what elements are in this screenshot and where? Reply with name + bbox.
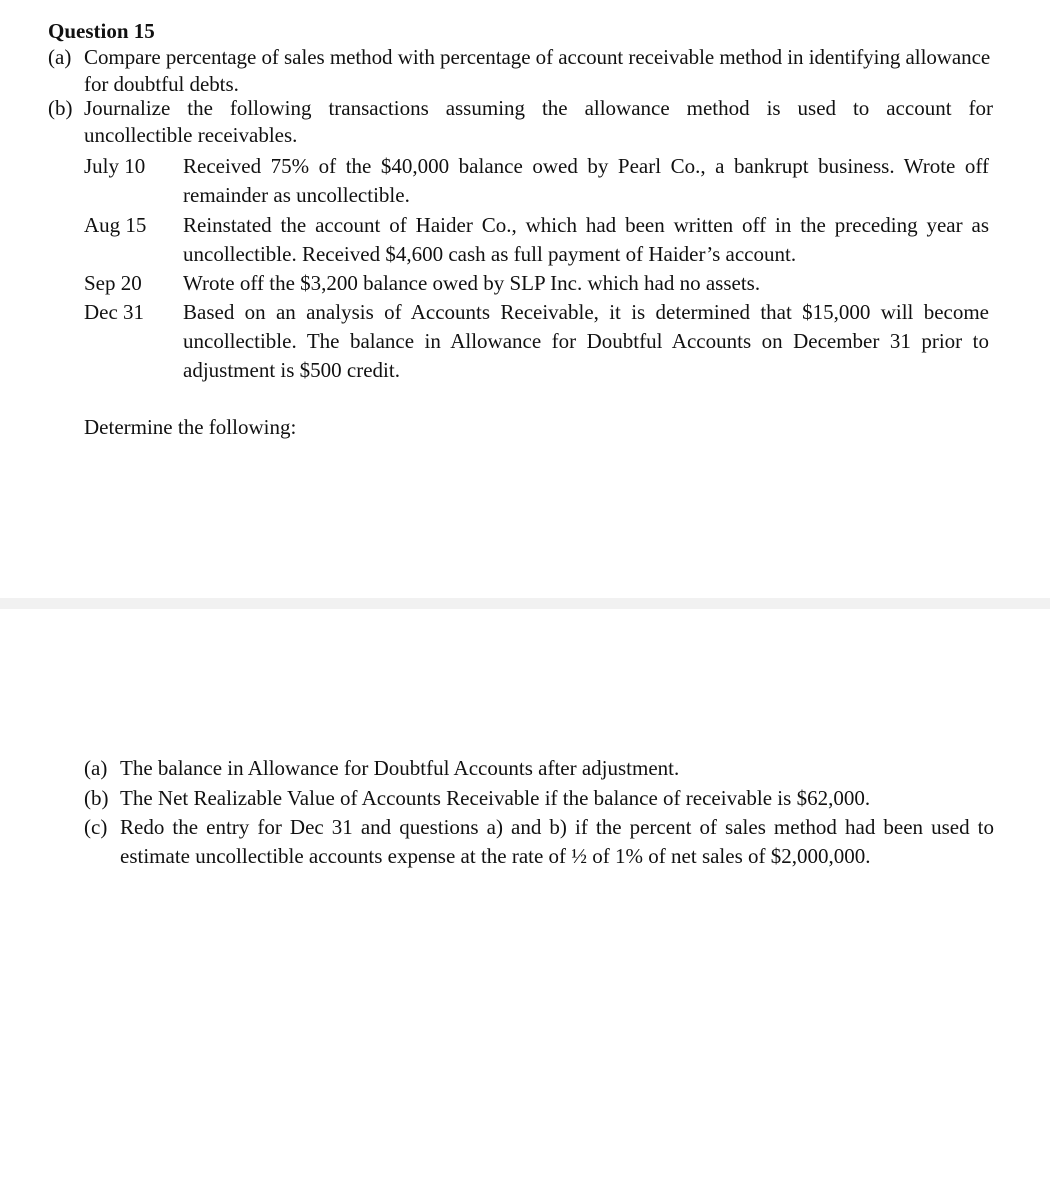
part-b-word: the xyxy=(541,96,568,120)
part-b-text-line1 xyxy=(84,95,993,122)
subquestion-item xyxy=(84,813,994,871)
part-a xyxy=(48,44,993,98)
determine-heading: Determine the following: xyxy=(84,415,297,439)
transaction-row xyxy=(84,152,989,210)
part-b-word: method xyxy=(686,96,750,120)
part-b-word: transactions xyxy=(328,96,429,120)
subquestion-item xyxy=(84,754,994,783)
part-b-word: the xyxy=(187,96,213,120)
subquestion-item xyxy=(84,784,994,813)
part-b-word: used xyxy=(797,96,837,120)
transaction-description: Based on an analysis of Accounts Receivable, it is determined that $15,000 will become uncollectible. The balance in Allowance for Doubtful Accounts on December 31 prior to adjustment is $500 credit. xyxy=(183,300,989,382)
part-b-word: to xyxy=(852,96,870,120)
part-b-word: is xyxy=(766,96,781,120)
subquestion-label: (b) xyxy=(84,786,109,810)
transaction-description: Received 75% of the $40,000 balance owed by Pearl Co., a bankrupt business. Wrote off remainder as uncollectible. xyxy=(183,154,989,207)
part-b-label: (b) xyxy=(48,96,73,120)
part-b-word: allowance xyxy=(584,96,670,120)
transaction-date: July 10 xyxy=(84,154,146,178)
transaction-date: Aug 15 xyxy=(84,213,147,237)
part-a-text: Compare percentage of sales method with percentage of account receivable method in identifying allowance for doubtful debts. xyxy=(84,45,991,96)
subquestion-text: The Net Realizable Value of Accounts Receivable if the balance of receivable is $62,000. xyxy=(120,786,871,810)
question-title: Question 15 xyxy=(48,19,155,43)
transaction-date: Sep 20 xyxy=(84,271,142,295)
part-b-word: account xyxy=(886,96,952,120)
transaction-description: Reinstated the account of Haider Co., which had been written off in the preceding year as uncollectible. Received $4,600 cash as full payment of Haider’s account. xyxy=(183,213,989,266)
transaction-description: Wrote off the $3,200 balance owed by SLP Inc. which had no assets. xyxy=(183,271,761,295)
part-b-text-line2: uncollectible receivables. xyxy=(84,123,298,147)
subquestion-text: The balance in Allowance for Doubtful Accounts after adjustment. xyxy=(120,756,680,780)
transaction-date: Dec 31 xyxy=(84,300,145,324)
part-b-word: following xyxy=(229,96,312,120)
page-divider xyxy=(0,598,1050,609)
subquestion-label: (a) xyxy=(84,756,108,780)
part-b-word: Journalize xyxy=(84,96,171,120)
subquestion-label: (c) xyxy=(84,815,108,839)
transaction-row xyxy=(84,298,989,385)
part-b-word: assuming xyxy=(445,96,526,120)
part-b-word: for xyxy=(968,96,993,120)
transaction-row xyxy=(84,269,989,298)
part-b xyxy=(48,95,993,149)
subquestion-text: Redo the entry for Dec 31 and questions a) and b) if the percent of sales method had been used to estimate uncollectible accounts expense at the rate of ½ of 1% of net sales of $2,000,000. xyxy=(120,815,994,868)
transaction-row xyxy=(84,211,989,269)
part-a-label: (a) xyxy=(48,45,72,69)
